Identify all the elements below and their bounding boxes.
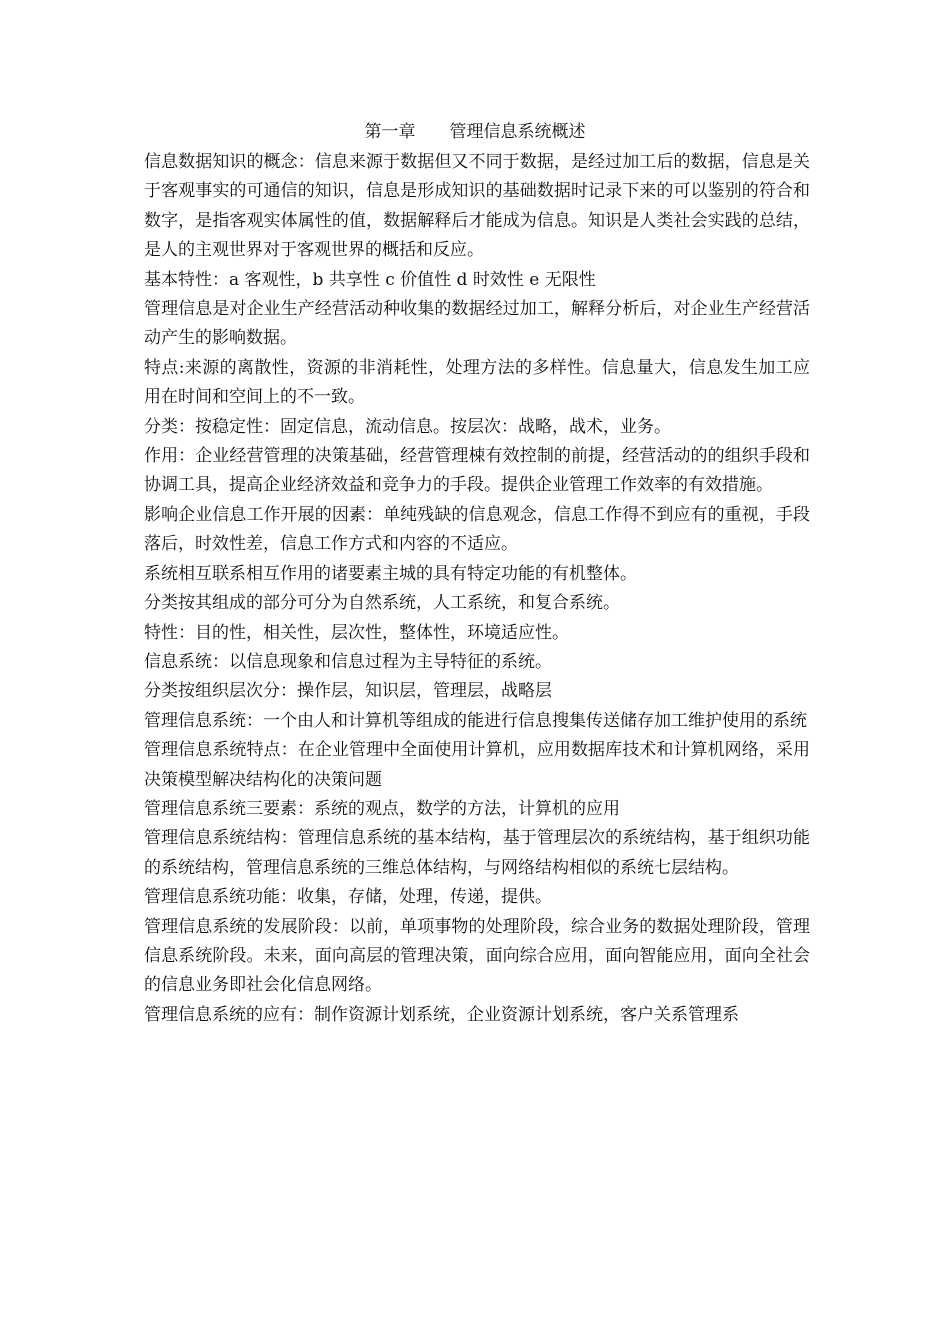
paragraph-info-data-knowledge: 信息数据知识的概念：信息来源于数据但又不同于数据，是经过加工后的数据，信息是关于客观事实的可通信的知识，信息是形成知识的基础数据时记录下来的可以鉴别的符合和数字，是指客观实体属性的值，数据解释后才能成为信息。知识是人类社会实践的总结，是人的主观世界对于客观世界的概括和反应。	[144, 152, 810, 261]
chapter-title: 第一章 管理信息系统概述	[364, 122, 586, 142]
paragraph-role: 作用：企业经营管理的决策基础，经营管理梀有效控制的前提，经营活动的的组织手段和协调工具，提高企业经济效益和竞争力的手段。提供企业管理工作效率的有效措施。	[144, 446, 810, 496]
paragraph-information-system: 信息系统：以信息现象和信息过程为主导特征的系统。	[144, 651, 552, 672]
document-body	[144, 148, 810, 1030]
paragraph-mis-applications: 管理信息系统的应有：制作资源计划系统，企业资源计划系统，客户关系管理系	[144, 1004, 739, 1025]
paragraph-system-classification: 分类按其组成的部分可分为自然系统，人工系统，和复合系统。	[144, 593, 620, 614]
paragraph-characteristics: 特点:来源的离散性，资源的非消耗性，处理方法的多样性。信息量大，信息发生加工应用在时间和空间上的不一致。	[144, 357, 810, 408]
paragraph-mis-development: 管理信息系统的发展阶段：以前，单项事物的处理阶段，综合业务的数据处理阶段，管理信息系统阶段。未来，面向高层的管理决策，面向综合应用，面向智能应用，面向全社会的信息业务即社会化信息网络。	[144, 916, 810, 996]
paragraph-system-definition: 系统相互联系相互作用的诸要素主城的具有特定功能的有机整体。	[144, 563, 637, 584]
paragraph-classification: 分类：按稳定性：固定信息，流动信息。按层次：战略，战术，业务。	[144, 416, 671, 437]
paragraph-organization-levels: 分类按组织层次分：操作层，知识层，管理层，战略层	[144, 681, 552, 702]
paragraph-mis-structure: 管理信息系统结构：管理信息系统的基本结构，基于管理层次的系统结构，基于组织功能的系统结构，管理信息系统的三维总体结构，与网络结构相似的系统七层结构。	[144, 828, 810, 878]
paragraph-influencing-factors: 影响企业信息工作开展的因素：单纯残缺的信息观念，信息工作得不到应有的重视，手段落后，时效性差，信息工作方式和内容的不适应。	[144, 504, 810, 555]
paragraph-mis-definition: 管理信息系统：一个由人和计算机等组成的能进行信息搜集传送储存加工维护使用的系统	[144, 710, 807, 731]
paragraph-mis-features: 管理信息系统特点：在企业管理中全面使用计算机，应用数据库技术和计算机网络，采用决策模型解决结构化的决策问题	[144, 740, 810, 790]
paragraph-mis-elements: 管理信息系统三要素：系统的观点，数学的方法，计算机的应用	[144, 798, 620, 819]
paragraph-system-properties: 特性：目的性，相关性，层次性，整体性，环境适应性。	[144, 622, 569, 643]
paragraph-management-info: 管理信息是对企业生产经营活动种收集的数据经过加工，解释分析后，对企业生产经营活动产生的影响数据。	[144, 299, 810, 349]
paragraph-basic-properties: 基本特性：a 客观性，b 共享性 c 价值性 d 时效性 e 无限性	[144, 269, 596, 290]
paragraph-mis-functions: 管理信息系统功能：收集，存储，处理，传递，提供。	[144, 887, 552, 908]
